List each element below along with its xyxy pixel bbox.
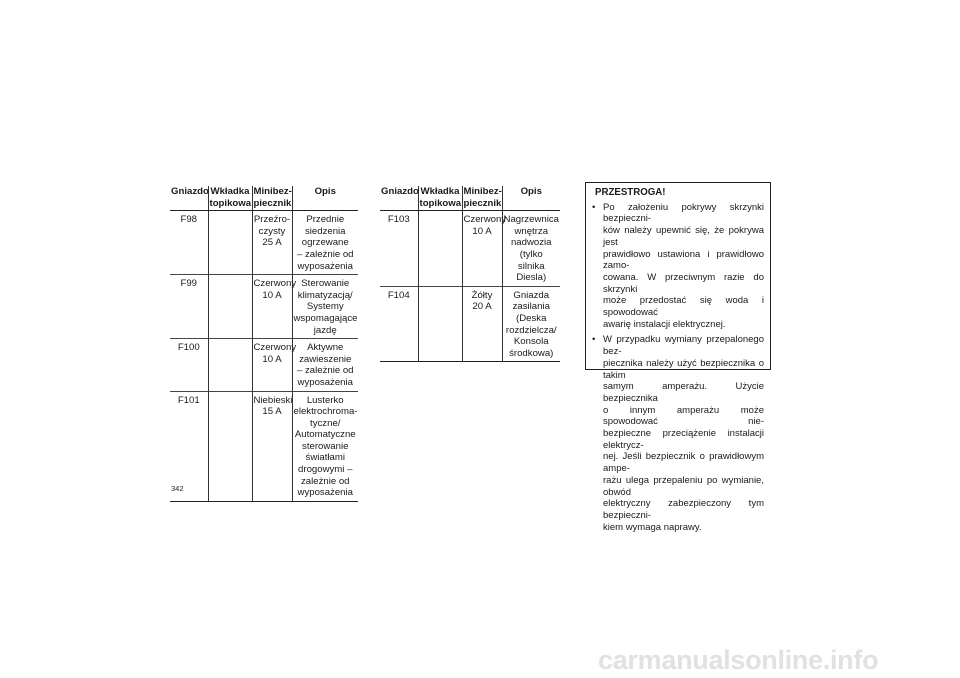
watermark: carmanualsonline.info [598, 645, 879, 675]
bullet-icon: • [592, 201, 596, 213]
header-description [502, 186, 560, 211]
cell-cartridge [418, 286, 462, 362]
cell-line: Czerwony [253, 342, 297, 354]
cell-line: ogrzewane [301, 237, 349, 249]
cell-line: Gniazda [513, 289, 550, 301]
table-header-row [380, 186, 560, 211]
header-cartridge [208, 186, 252, 211]
cell-line: Sterowanie [301, 278, 350, 290]
cell-slot: F99 [170, 275, 208, 339]
cell-cartridge [208, 339, 252, 391]
cell-slot: F104 [380, 286, 418, 362]
cell-line: Lusterko [306, 394, 344, 406]
cell-line: jazdę [313, 324, 337, 336]
table-row [170, 211, 358, 275]
caution-line: kiem wymaga naprawy. [603, 521, 702, 533]
cell-line: elektrochroma- [293, 406, 358, 418]
cell-line: Automatyczne [294, 429, 356, 441]
cell-slot: F98 [170, 211, 208, 275]
caution-line: może przedostać się woda i spowodować [603, 295, 764, 319]
caution-line: cowana. W przeciwnym razie do skrzynki [603, 271, 764, 295]
bullet-icon: • [592, 334, 596, 346]
cell-slot: F101 [170, 391, 208, 501]
cell-line: Systemy [306, 301, 344, 313]
cell-line: 10 A [262, 353, 282, 365]
caution-line: piecznika należy użyć bezpiecznika o takim [603, 357, 764, 381]
caution-line: W przypadku wymiany przepalonego bez- [603, 334, 764, 358]
cell-line: piecznik [253, 197, 292, 209]
header-slot [380, 186, 418, 211]
cell-description [292, 211, 358, 275]
caution-line: rażu ulega przepaleniu po wymianie, obwód [603, 474, 764, 498]
cell-line: rozdzielcza/ [505, 324, 557, 336]
cell-line: drogowymi – [298, 464, 353, 476]
cell-line: Żółty [471, 289, 493, 301]
table-row [380, 211, 560, 287]
cell-line: 10 A [262, 289, 282, 301]
cell-description [292, 391, 358, 501]
cell-minifuse [252, 391, 292, 501]
cell-line: Minibez- [253, 186, 292, 197]
table-row [170, 391, 358, 501]
cell-line: środkowa) [509, 347, 554, 359]
cell-line: Aktywne [307, 342, 344, 354]
page-number: 342 [171, 484, 184, 493]
cell-line: 20 A [472, 301, 492, 313]
table-row [380, 286, 560, 362]
header-minifuse [462, 186, 502, 211]
cell-minifuse [462, 211, 507, 287]
table-row [170, 339, 358, 391]
cell-description [292, 339, 358, 391]
cell-line: wyposażenia [297, 376, 353, 388]
fuse-table-left [170, 186, 358, 502]
cell-description [502, 286, 560, 362]
cell-line: Przeźro- [253, 214, 291, 226]
caution-line: nej. Jeśli bezpiecznik o prawidłowym ampe- [603, 451, 764, 475]
fuse-table-right [380, 186, 560, 362]
cell-line: tyczne/ [310, 417, 341, 429]
cell-line: 15 A [262, 406, 282, 418]
cell-line: wyposażenia [297, 487, 353, 499]
header-cartridge [418, 186, 462, 211]
cell-minifuse [462, 286, 502, 362]
cell-minifuse [252, 211, 292, 275]
cell-line: światłami [305, 452, 345, 464]
cell-line: zawieszenie [299, 353, 352, 365]
cell-line: Gniazdo [171, 186, 209, 197]
cell-line: Wkładka [210, 186, 250, 197]
caution-line: samym amperażu. Użycie bezpiecznika [603, 381, 764, 404]
cell-line: 25 A [262, 237, 282, 249]
cell-line: silnika Diesla) [516, 260, 547, 284]
cell-line: wyposażenia [297, 260, 353, 272]
cell-cartridge [208, 275, 252, 339]
cell-line: siedzenia [304, 225, 346, 237]
cell-line: Niebieski [253, 394, 293, 406]
cell-line: topikowa [209, 197, 252, 209]
header-minifuse [252, 186, 292, 211]
cell-line: klimatyzacją/ [297, 289, 353, 301]
caution-line: bezpieczne przeciążenie instalacji elektrycz- [603, 428, 764, 451]
caution-line: Po założeniu pokrywy skrzynki bezpieczni- [603, 201, 764, 225]
cell-line: – zależnie od [296, 365, 354, 377]
cell-line: wspomagające [293, 312, 358, 324]
cell-line: Opis [520, 186, 542, 197]
cell-line: wnętrza [514, 225, 549, 237]
table-row [170, 275, 358, 339]
caution-line: prawidłowo ustawiona i prawidłowo zamo- [603, 248, 764, 272]
cell-line: zależnie od [300, 475, 350, 487]
cell-line: Wkładka [420, 186, 460, 197]
cell-description [292, 275, 358, 339]
caution-line: o innym amperażu może spowodować nie- [603, 404, 764, 428]
cell-line: Nagrzewnica [503, 214, 559, 226]
cell-line: Czerwony [463, 214, 507, 226]
cell-slot: F100 [170, 339, 208, 391]
cell-line: czysty [258, 225, 286, 237]
cell-line: Gniazdo [381, 186, 419, 197]
cell-line: zasilania (Deska [512, 301, 550, 324]
cell-line: 10 A [472, 225, 492, 237]
cell-line: topikowa [419, 197, 462, 209]
cell-minifuse [252, 275, 297, 339]
header-slot [170, 186, 208, 211]
cell-minifuse [252, 339, 297, 391]
cell-line: Minibez- [463, 186, 502, 197]
cell-description [502, 211, 560, 287]
caution-list [592, 202, 764, 534]
cell-line: nadwozia (tylko [510, 237, 552, 260]
caution-item [592, 334, 764, 533]
caution-line: ków należy upewnić się, że pokrywa jest [603, 225, 764, 248]
cell-line: Czerwony [253, 278, 297, 290]
caution-title: PRZESTROGA! [595, 187, 666, 198]
table-header-row [170, 186, 358, 211]
cell-line: sterowanie [302, 440, 349, 452]
caution-line: elektryczny zabezpieczony tym bezpieczni- [603, 498, 764, 521]
cell-line: – zależnie od [296, 248, 354, 260]
cell-line: Przednie [306, 214, 345, 226]
cell-cartridge [208, 211, 252, 275]
cell-cartridge [418, 211, 462, 287]
cell-cartridge [208, 391, 252, 501]
caution-box [585, 182, 771, 533]
caution-item [592, 202, 764, 331]
caution-line: awarię instalacji elektrycznej. [603, 318, 726, 330]
cell-line: Konsola [513, 336, 549, 348]
cell-line: piecznik [463, 197, 502, 209]
cell-slot: F103 [380, 211, 418, 287]
header-description [292, 186, 358, 211]
cell-line: Opis [314, 186, 336, 197]
